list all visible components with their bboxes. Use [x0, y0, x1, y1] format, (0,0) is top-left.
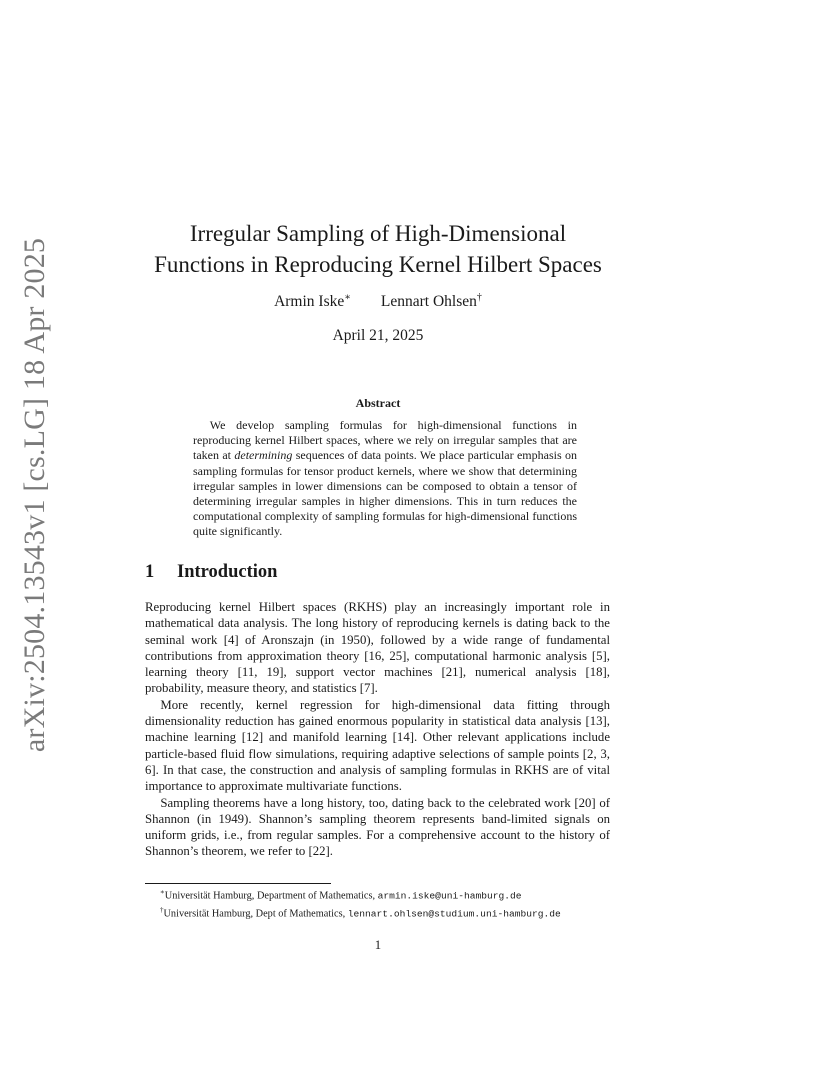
paper-title	[140, 218, 616, 280]
arxiv-identifier: arXiv:2504.13543v1 [cs.LG] 18 Apr 2025	[18, 237, 52, 753]
author-name: Lennart Ohlsen	[380, 293, 477, 311]
section-number: 1	[145, 562, 155, 582]
author-list	[140, 292, 616, 311]
footnotes	[160, 885, 561, 922]
footnote-email[interactable]: armin.iske@uni-hamburg.de	[377, 890, 522, 902]
abstract-text	[193, 418, 577, 540]
footnote-text: Universität Hamburg, Dept of Mathematics,	[163, 908, 348, 920]
footnote	[160, 903, 561, 921]
author	[381, 292, 482, 311]
author-footnote-mark: ∗	[344, 292, 352, 303]
body-paragraph: More recently, kernel regression for high-dimensional data fitting through dimensionality reduction has gained enormous popularity in statistical data analysis [13], machine learning [12] and manifold learning [14]. Other relevant applications include particle-based fluid flow simulations, requiring adaptive selections of sample points [2, 3, 6]. In that case, the construction and analysis of sampling formulas in RKHS are of vital importance to approximate multivariate functions.	[145, 697, 610, 794]
section-heading	[145, 562, 277, 583]
title-line: Functions in Reproducing Kernel Hilbert Spaces	[154, 252, 602, 277]
publication-date: April 21, 2025	[332, 327, 424, 344]
body-paragraph: Reproducing kernel Hilbert spaces (RKHS) play an increasingly important role in mathematical data analysis. The long history of reproducing kernels is dating back to the seminal work [4] of Aronszajn (in 1950), followed by a wide range of fundamental contributions from approximation theory [16, 25], computational harmonic analysis [5], learning theory [11, 19], support vector machines [21], numerical analysis [18], probability, measure theory, and statistics [7].	[145, 600, 610, 696]
footnote	[160, 885, 561, 903]
author-footnote-mark: †	[476, 292, 482, 303]
abstract-text-part: sequences of data points. We place particular emphasis on sampling formulas for tensor product kernels, where we show that determining irregular samples in lower dimensions can be composed to obtain a tensor of determining irregular samples in higher dimensions. This in turn reduces the computational complexity of sampling formulas for high-dimensional functions quite significantly.	[193, 448, 577, 539]
author	[274, 292, 351, 311]
footnote-mark: ∗	[160, 888, 165, 896]
abstract-emphasis: determining	[234, 448, 293, 463]
footnote-text: Universität Hamburg, Department of Mathematics,	[164, 890, 378, 902]
footnote-email[interactable]: lennart.ohlsen@studium.uni-hamburg.de	[347, 908, 561, 920]
author-name: Armin Iske	[274, 293, 345, 311]
page-number: 1	[374, 938, 382, 952]
footnote-mark: †	[160, 906, 164, 915]
abstract-text-part: We develop sampling formulas for high-dimensional functions in reproducing kernel Hilbert spaces, where we rely on irregular samples that are taken at	[193, 418, 577, 463]
arxiv-identifier-margin	[10, 237, 60, 753]
body-paragraph: Sampling theorems have a long history, too, dating back to the celebrated work [20] of Shannon (in 1949). Shannon’s sampling theorem represents band-limited signals on uniform grids, i.e., from regular samples. For a comprehensive account to the history of Shannon’s theorem, we refer to [22].	[145, 795, 610, 859]
section-body	[145, 599, 610, 860]
title-line: Irregular Sampling of High-Dimensional	[189, 221, 567, 246]
footnote-rule	[145, 883, 331, 884]
section-title: Introduction	[177, 562, 278, 582]
abstract-heading: Abstract	[355, 396, 401, 410]
